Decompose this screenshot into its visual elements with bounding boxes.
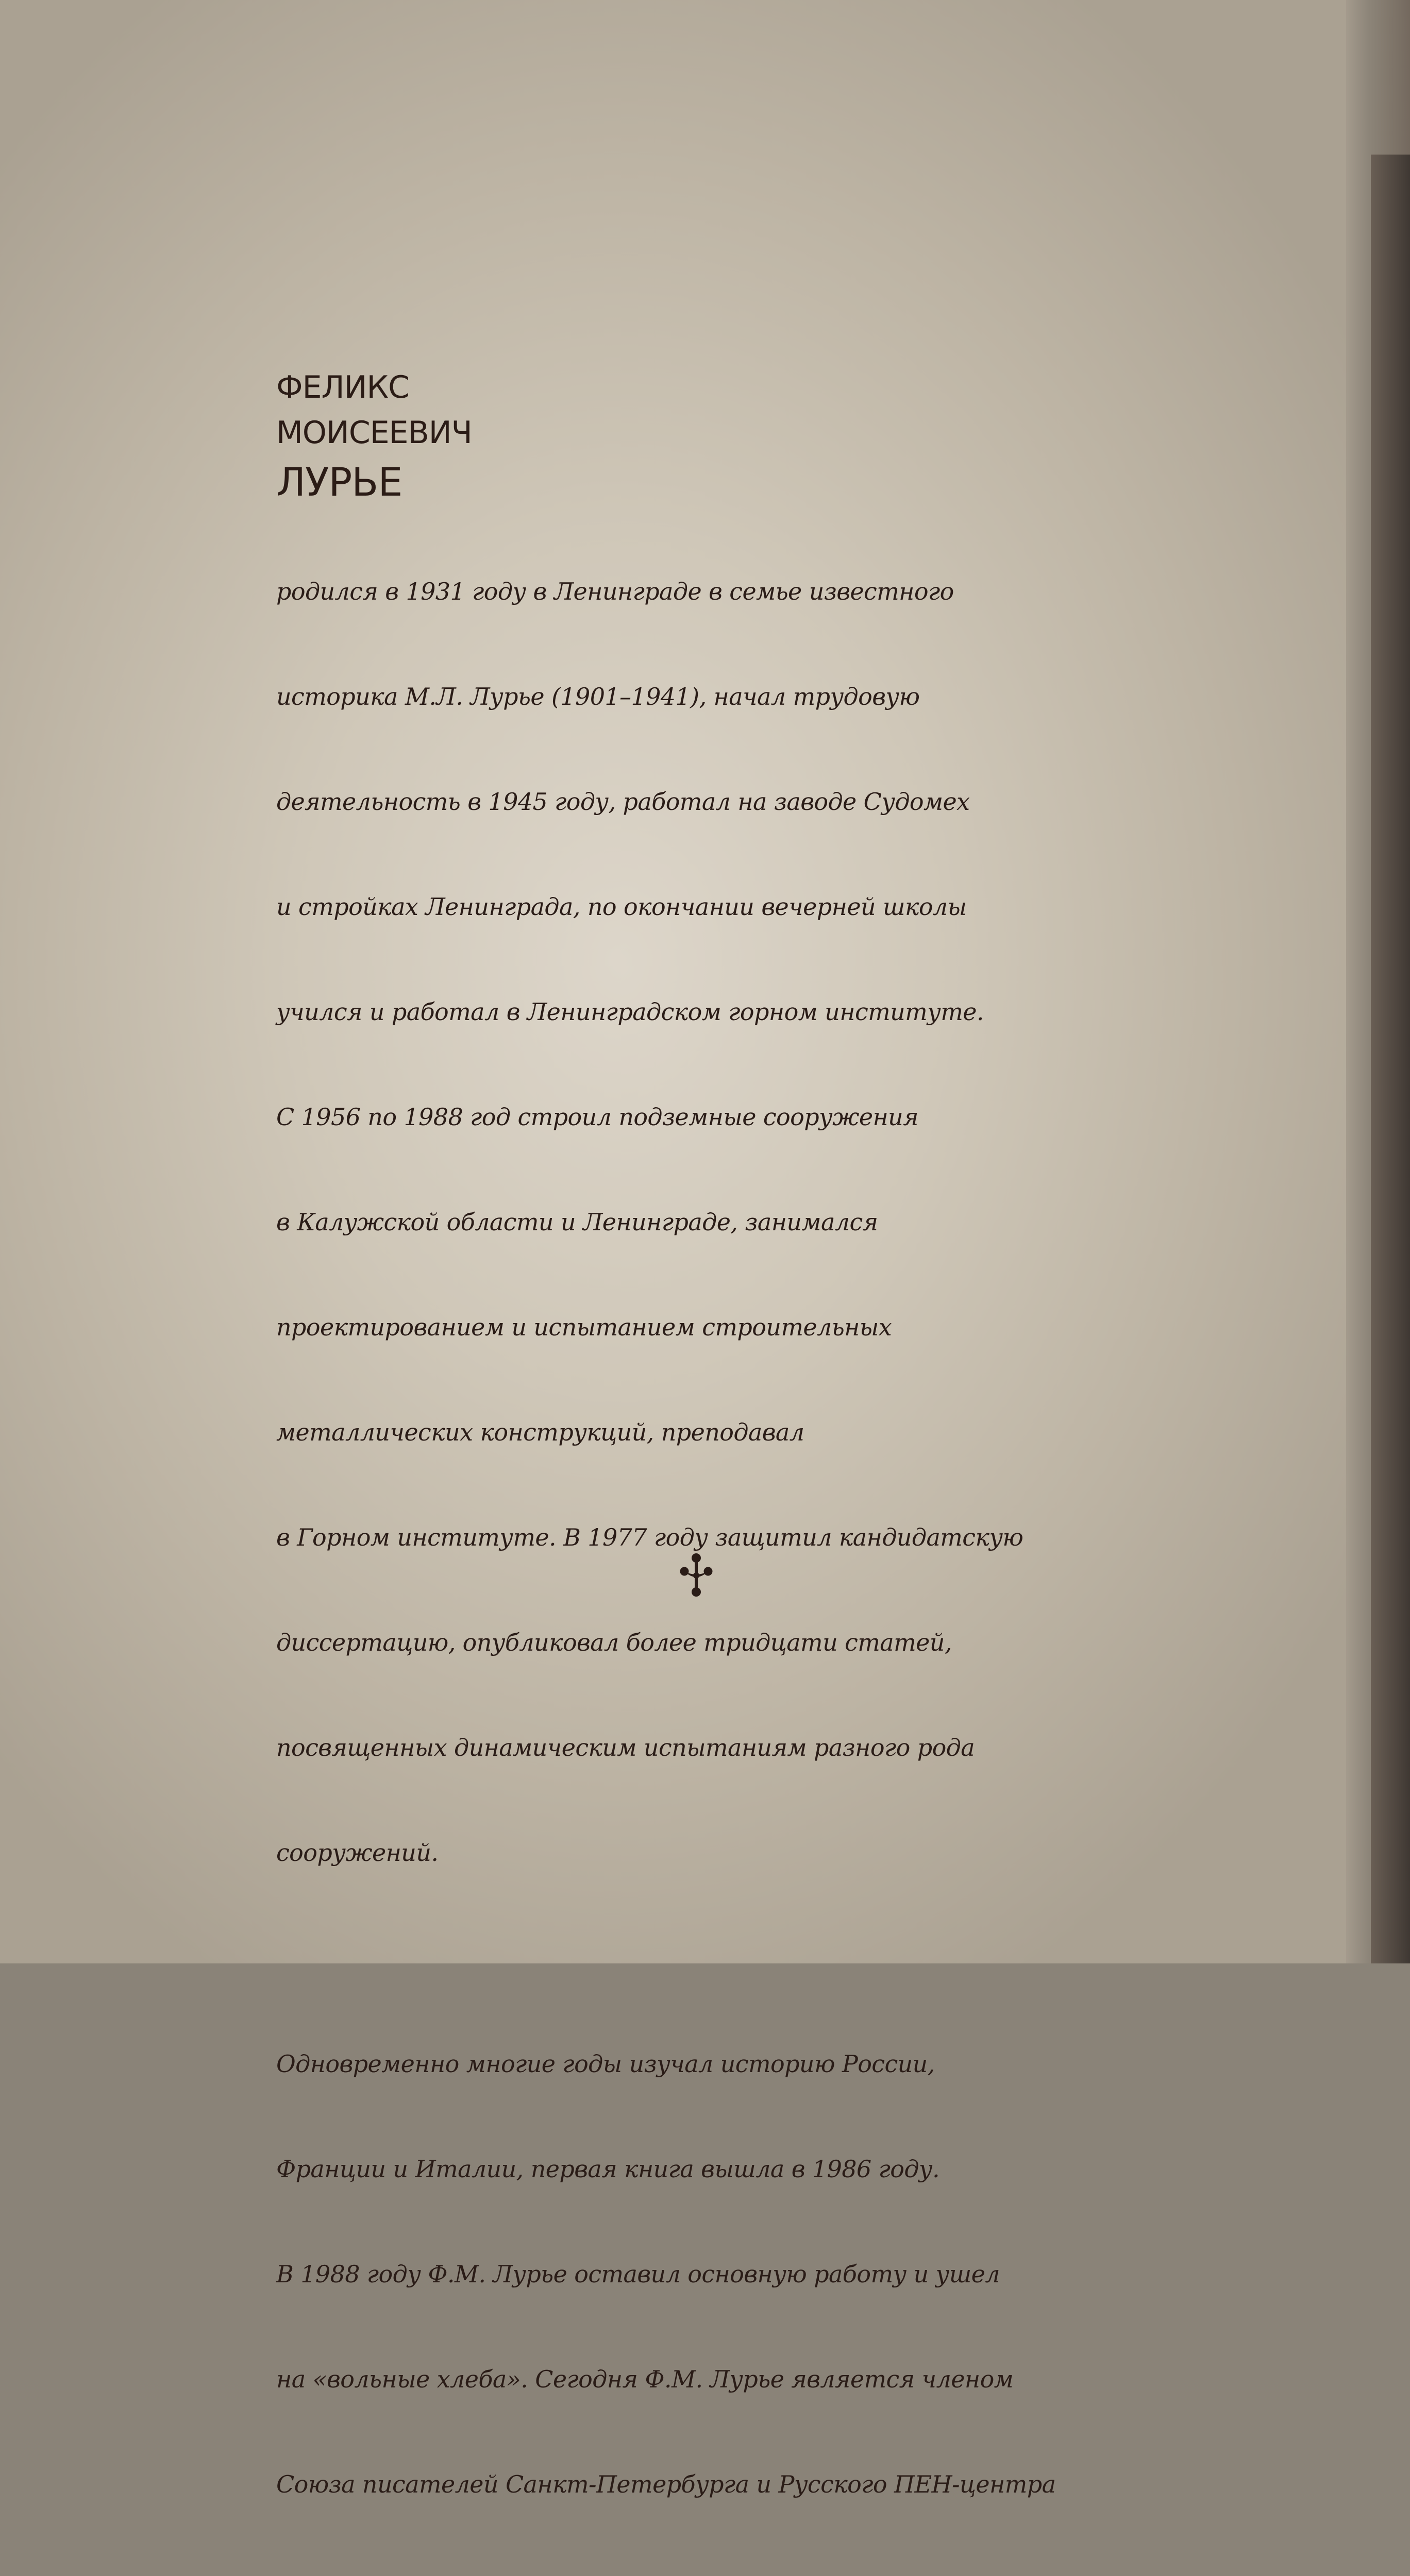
author-first-name: ФЕЛИКС <box>276 369 410 405</box>
text-line: Одновременно многие годы изучал историю России, <box>276 2050 935 2078</box>
text-line: С 1956 по 1988 год строил подземные сооружения <box>276 1103 919 1131</box>
text-line: В 1988 году Ф.М. Лурье оставил основную работу и ушел <box>276 2260 1000 2288</box>
text-line: деятельность в 1945 году, работал на заводе Судомех <box>276 788 970 816</box>
text-line: посвященных динамическим испытаниям разного рода <box>276 1734 975 1761</box>
text-line: на «вольные хлеба». Сегодня Ф.М. Лурье является членом <box>276 2365 1014 2393</box>
text-line: Союза писателей Санкт-Петербурга и Русского ПЕН-центра <box>276 2470 1056 2498</box>
author-patronymic: МОИСЕЕВИЧ <box>276 415 472 451</box>
bio-paragraph-2 <box>276 1976 1286 2576</box>
bio-paragraph-1 <box>276 504 1286 1940</box>
text-line: металлических конструкций, преподавал <box>276 1418 804 1446</box>
text-line: учился и работал в Ленинградском горном институте. <box>276 998 984 1026</box>
text-line: родился в 1931 году в Ленинграде в семье известного <box>276 578 954 605</box>
text-line: и стройках Ленинграда, по окончании вечерней школы <box>276 893 967 921</box>
author-last-name: ЛУРЬЕ <box>276 459 402 505</box>
text-line: в Калужской области и Ленинграде, занимался <box>276 1208 878 1236</box>
text-line: сооружений. <box>276 1839 439 1867</box>
book-shadow <box>1371 155 1410 1963</box>
text-line: историка М.Л. Лурье (1901–1941), начал трудовую <box>276 683 920 710</box>
fleuron-cross-icon <box>678 1553 714 1597</box>
text-line: в Горном институте. В 1977 году защитил кандидатскую <box>276 1523 1023 1551</box>
text-line <box>276 2572 1286 2576</box>
biography-block <box>276 365 1286 2576</box>
text-line: проектированием и испытанием строительных <box>276 1313 892 1341</box>
text-line: диссертацию, опубликовал более тридцати статей, <box>276 1629 952 1656</box>
text-line: Франции и Италии, первая книга вышла в 1986 году. <box>276 2155 940 2183</box>
